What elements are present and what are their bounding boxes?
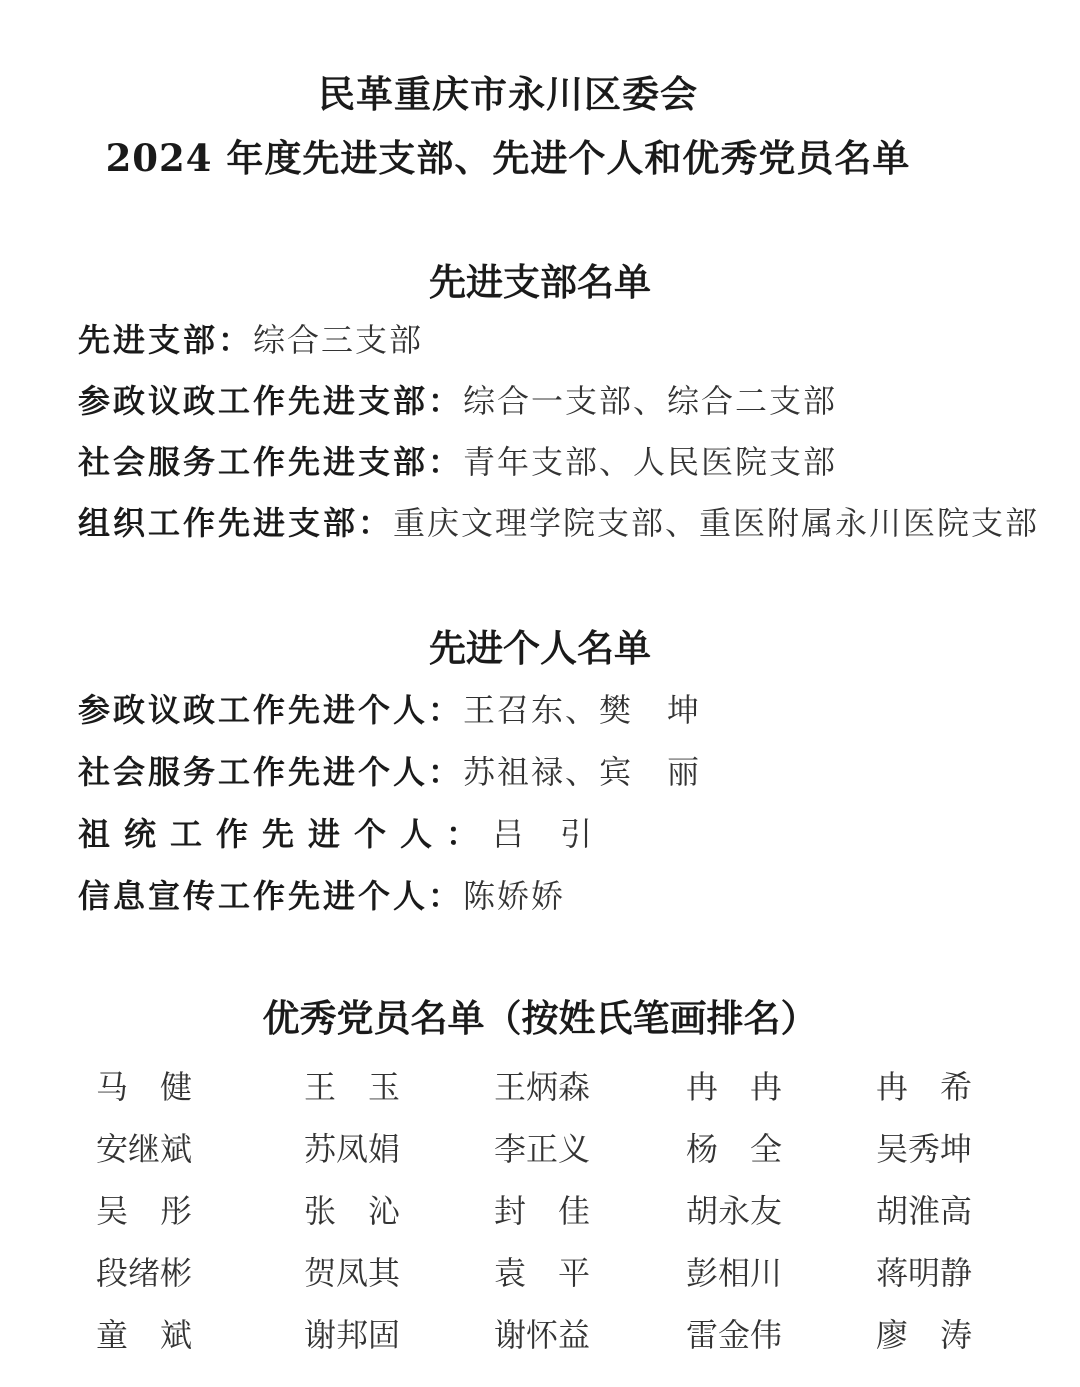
member-name: 谢邦固 [304, 1316, 401, 1354]
individuals-heading: 先进个人名单 [429, 626, 651, 670]
individual-row [78, 690, 701, 730]
branch-row-label: 社会服务工作先进支部： [78, 443, 464, 481]
document-title-line1: 民革重庆市永川区委会 [318, 72, 698, 116]
branch-row-value: 综合一支部、综合二支部 [463, 382, 838, 420]
member-name: 胡淮高 [876, 1192, 973, 1230]
branch-row [78, 442, 837, 482]
branch-row [78, 503, 1039, 543]
member-name: 胡永友 [686, 1192, 783, 1230]
individual-row [78, 814, 594, 854]
member-name: 童 斌 [96, 1316, 193, 1354]
member-name: 段绪彬 [96, 1254, 193, 1292]
member-name: 李正义 [494, 1130, 591, 1168]
member-name: 杨 全 [686, 1130, 783, 1168]
member-name: 安继斌 [96, 1130, 193, 1168]
branch-row-value: 青年支部、人民医院支部 [463, 443, 838, 481]
individual-row-label: 信息宣传工作先进个人： [78, 877, 464, 915]
member-name: 冉 希 [876, 1068, 973, 1106]
branch-row-label: 先进支部： [78, 321, 254, 359]
branches-heading: 先进支部名单 [429, 260, 651, 304]
individual-row-value: 王召东、樊 坤 [463, 691, 702, 729]
member-name: 吴秀坤 [876, 1130, 973, 1168]
branch-row-value: 重庆文理学院支部、重医附属永川医院支部 [393, 504, 1040, 542]
members-heading: 优秀党员名单（按姓氏笔画排名） [262, 996, 818, 1040]
branch-row-value: 综合三支部 [253, 321, 424, 359]
member-name: 蒋明静 [876, 1254, 973, 1292]
member-name: 苏凤娟 [304, 1130, 401, 1168]
member-name: 彭相川 [686, 1254, 783, 1292]
member-name: 张 沁 [304, 1192, 401, 1230]
member-name: 王炳森 [494, 1068, 591, 1106]
branch-row [78, 381, 837, 421]
member-name: 王 玉 [304, 1068, 401, 1106]
member-name: 袁 平 [494, 1254, 591, 1292]
member-name: 冉 冉 [686, 1068, 783, 1106]
document-title-line2: 2024 年度先进支部、先进个人和优秀党员名单 [105, 136, 911, 180]
individual-row [78, 876, 565, 916]
individual-row-value: 陈娇娇 [463, 877, 566, 915]
member-name: 马 健 [96, 1068, 193, 1106]
individual-row-value: 吕 引 [492, 815, 595, 853]
individual-row-value: 苏祖禄、宾 丽 [463, 753, 702, 791]
individual-row-label: 参政议政工作先进个人： [78, 691, 464, 729]
branch-row-label: 参政议政工作先进支部： [78, 382, 464, 420]
branch-row [78, 320, 423, 360]
branch-row-label: 组织工作先进支部： [78, 504, 394, 542]
member-name: 谢怀益 [494, 1316, 591, 1354]
individual-row [78, 752, 701, 792]
member-name: 雷金伟 [686, 1316, 783, 1354]
member-name: 吴 彤 [96, 1192, 193, 1230]
member-name: 廖 涛 [876, 1316, 973, 1354]
member-name: 贺凤其 [304, 1254, 401, 1292]
individual-row-label: 社会服务工作先进个人： [78, 753, 464, 791]
member-name: 封 佳 [494, 1192, 591, 1230]
individual-row-label: 祖统工作先进个人： [78, 815, 493, 853]
